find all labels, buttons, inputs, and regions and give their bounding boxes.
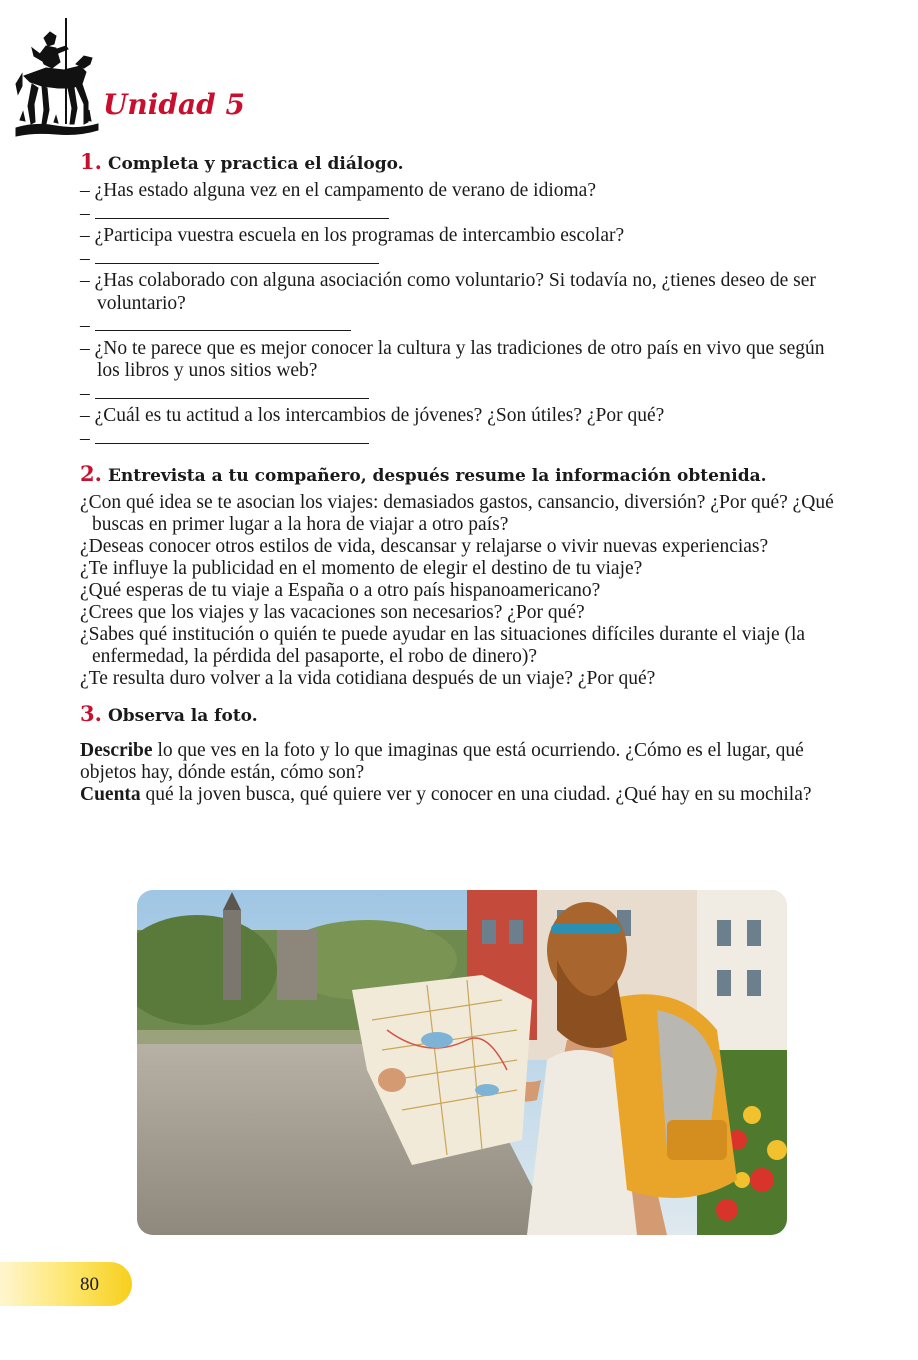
answer-blank [95, 384, 369, 399]
exercise-number: 3. [80, 701, 102, 726]
unit-title: Unidad 5 [103, 88, 245, 121]
dialogue-line [80, 405, 850, 428]
cuenta-keyword: Cuenta [80, 784, 141, 805]
dialogue-list [80, 180, 850, 450]
answer-blank [95, 204, 389, 219]
dash: – [80, 427, 95, 449]
dash: – [80, 315, 95, 336]
answer-blank [95, 316, 351, 331]
dialogue-answer-line [80, 203, 850, 226]
exercise-instruction: Entrevista a tu compañero, después resume la información obtenida. [107, 466, 767, 486]
exercise-1-heading [80, 150, 850, 176]
dash: – [80, 382, 95, 404]
page-number: 80 [80, 1274, 99, 1295]
traveler-photo [137, 890, 787, 1235]
answer-blank [95, 429, 369, 444]
dialogue-question: – ¿Has colaborado con alguna asociación como voluntario? Si todavía no, ¿tienes deseo de ser voluntario? [80, 270, 816, 314]
exercise-number: 2. [80, 461, 102, 486]
dialogue-line [80, 270, 850, 315]
dialogue-answer-line [80, 315, 850, 338]
dialogue-line [80, 180, 850, 203]
cuenta-paragraph [80, 784, 850, 806]
don-quixote-logo-icon [14, 16, 100, 148]
dialogue-question: – ¿Participa vuestra escuela en los programas de intercambio escolar? [80, 225, 625, 246]
dialogue-line [80, 338, 850, 383]
exercise-1 [80, 150, 850, 450]
dialogue-question: – ¿Has estado alguna vez en el campamento de verano de idioma? [80, 180, 596, 201]
question-item: ¿Qué esperas de tu viaje a España o a otro país hispanoamericano? [80, 580, 601, 601]
dialogue-answer-line [80, 383, 850, 406]
question-item: ¿Deseas conocer otros estilos de vida, descansar y relajarse o vivir nuevas experiencias? [80, 536, 769, 557]
dialogue-question: – ¿Cuál es tu actitud a los intercambios de jóvenes? ¿Son útiles? ¿Por qué? [80, 405, 665, 426]
interview-questions [80, 492, 850, 690]
exercise-instruction: Observa la foto. [107, 706, 258, 726]
dash: – [80, 247, 95, 269]
exercise-number: 1. [80, 149, 102, 174]
question-item: ¿Te influye la publicidad en el momento de elegir el destino de tu viaje? [80, 558, 643, 579]
dialogue-answer-line [80, 428, 850, 451]
exercises [80, 150, 850, 806]
page-number-tab [0, 1262, 132, 1306]
question-item: ¿Sabes qué institución o quién te puede ayudar en las situaciones difíciles durante el viaje (la enfermedad, la pérdida del pasaporte, el robo de dinero)? [80, 624, 806, 667]
question-item: ¿Crees que los viajes y las vacaciones son necesarios? ¿Por qué? [80, 602, 585, 623]
exercise-instruction: Completa y practica el diálogo. [107, 154, 404, 174]
question-item: ¿Te resulta duro volver a la vida cotidiana después de un viaje? ¿Por qué? [80, 668, 656, 689]
describe-paragraph [80, 740, 850, 784]
question-item: ¿Con qué idea se te asocian los viajes: demasiados gastos, cansancio, diversión? ¿Por qué? ¿Qué buscas en primer lugar a la hora de viajar a otro país? [80, 492, 834, 535]
cuenta-text: qué la joven busca, qué quiere ver y conocer en una ciudad. ¿Qué hay en su mochila? [140, 784, 812, 805]
dash: – [80, 202, 95, 224]
exercise-2 [80, 462, 850, 690]
exercise-3 [80, 702, 850, 806]
exercise-2-heading [80, 462, 850, 488]
dialogue-line [80, 225, 850, 248]
dialogue-question: – ¿No te parece que es mejor conocer la cultura y las tradiciones de otro país en vivo que según los libros y unos sitios web? [80, 337, 825, 381]
exercise-3-heading [80, 702, 850, 728]
describe-keyword: Describe [80, 740, 153, 761]
traveler-with-map-image [137, 890, 787, 1235]
dialogue-answer-line [80, 248, 850, 271]
describe-text: lo que ves en la foto y lo que imaginas que está ocurriendo. ¿Cómo es el lugar, qué objetos hay, dónde están, cómo son? [80, 740, 804, 783]
answer-blank [95, 249, 379, 264]
